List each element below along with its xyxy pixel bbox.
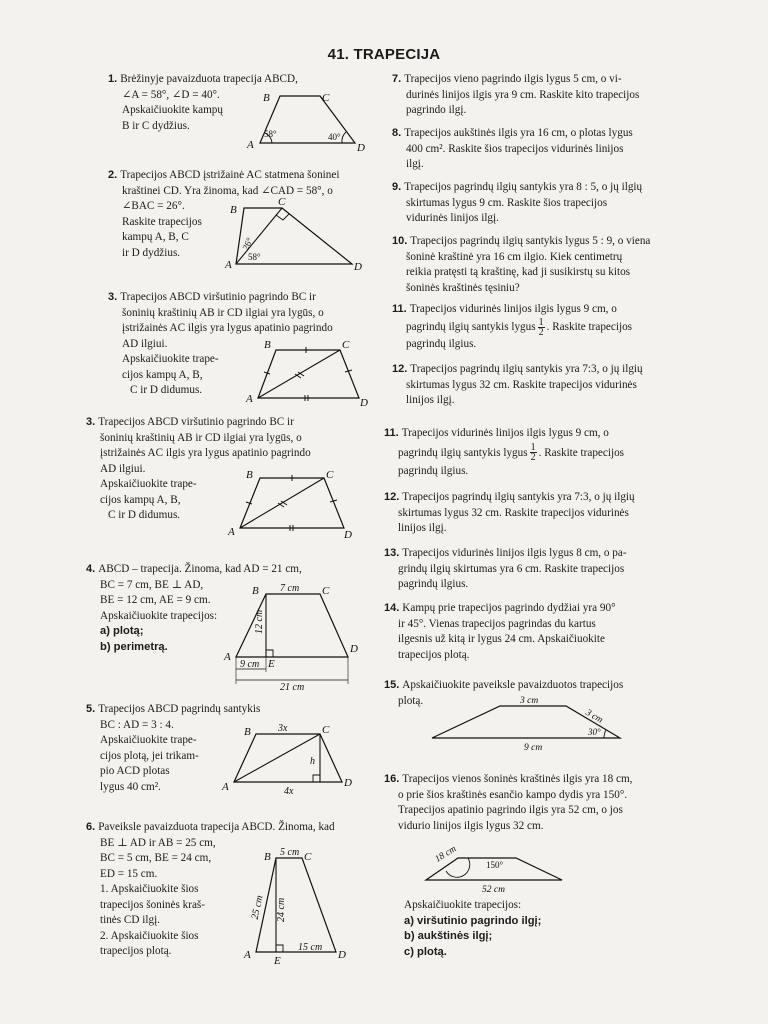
problem-text: ilgesnis už kitą ir lygus 24 cm. Apskaičiuokite xyxy=(398,633,605,645)
problem-text: BE = 12 cm, AE = 9 cm. xyxy=(100,594,211,606)
length-label: 5 cm xyxy=(280,847,300,858)
problem-text: Trapecijos pagrindų ilgių santykis yra 8 : 5, o jų ilgių xyxy=(404,181,643,193)
length-label: 3 cm xyxy=(520,696,539,706)
problem-10 xyxy=(392,234,692,296)
problem-text: Apskaičiuokite trape- xyxy=(100,734,197,746)
problem-text: 400 cm². Raskite šios trapecijos vidurinės linijos xyxy=(406,142,624,155)
problem-text: lygus 40 cm². xyxy=(100,780,161,793)
problem-number: 14. xyxy=(384,602,400,614)
problem-text: ir 45°. Vienas trapecijos pagrindas du kartus xyxy=(398,617,596,630)
vertex-label: E xyxy=(268,658,275,670)
problem-text: Trapecijos vidurinės linijos ilgis lygus 9 cm, o xyxy=(401,427,609,439)
angle-label: 26° xyxy=(240,235,255,252)
vertex-label: C xyxy=(342,339,350,351)
length-label: 9 cm xyxy=(240,659,260,670)
problem-12b xyxy=(384,490,694,537)
length-label: 24 cm xyxy=(276,897,287,922)
problem-text: Apskaičiuokite trapecijos: xyxy=(100,609,218,622)
trapezoid-figure-6 xyxy=(240,846,360,971)
problem-text: cijos kampų A, B, xyxy=(122,368,203,381)
fraction: $\frac{1}{2}$ xyxy=(538,316,544,338)
problem-text: ∠A = 58°, ∠D = 40°. xyxy=(122,88,220,101)
problem-text: tinės CD ilgį. xyxy=(100,914,160,926)
problem-text: įstrižainės AC ilgis yra lygus apatinio pagrindo xyxy=(100,447,311,459)
vertex-label: B xyxy=(264,851,271,863)
problem-text: 1. Apskaičiuokite šios xyxy=(100,883,199,895)
problem-number: 5. xyxy=(86,703,96,715)
fraction: $\frac{1}{2}$ xyxy=(530,442,536,464)
problem-text: C ir D didumus. xyxy=(130,384,203,396)
problem-text: o prie šios kraštinės esančio kampo dydis yra 150°. xyxy=(398,788,628,801)
problem-text: šoninių kraštinių AB ir CD ilgiai yra lygūs, o xyxy=(122,306,324,319)
length-label: 12 cm xyxy=(254,609,265,634)
problem-number: 12. xyxy=(384,491,400,503)
vertex-label: B xyxy=(244,726,251,738)
vertex-label: C xyxy=(322,724,330,736)
trapezoid-figure-2 xyxy=(222,198,372,276)
length-label: 4x xyxy=(284,786,294,797)
problem-text: BE ⊥ AD ir AB = 25 cm, xyxy=(100,836,216,849)
problem-text: Trapecijos ABCD įstrižainė AC statmena šoninei xyxy=(120,169,340,181)
vertex-label: D xyxy=(338,949,346,961)
problem-text: Paveiksle pavaizduota trapecija ABCD. Žinoma, kad xyxy=(98,821,335,833)
problem-number: 2. xyxy=(108,169,118,181)
problem-text: vidurinės linijos ilgį. xyxy=(406,212,499,224)
problem-text: plotą. xyxy=(398,694,424,707)
trapezoid-figure-3a xyxy=(246,340,374,412)
problem-text: šoninės kraštinės tęsiniu? xyxy=(406,281,520,294)
problem-text: Trapecijos vidurinės linijos ilgis lygus 8 cm, o pa- xyxy=(402,547,627,559)
problem-text: Brėžinyje pavaizduota trapecija ABCD, xyxy=(120,73,298,85)
trapezoid-figure-4 xyxy=(222,582,372,692)
problem-text: Apskaičiuokite paveiksle pavaizduotos trapecijos xyxy=(402,679,624,691)
problem-text: Trapecijos apatinio pagrindo ilgis yra 52 cm, o jos xyxy=(398,804,623,816)
vertex-label: D xyxy=(354,261,362,273)
problem-text: cijos kampų A, B, xyxy=(100,493,181,506)
problem-text: C ir D didumus. xyxy=(108,509,181,521)
problem-11b xyxy=(384,426,694,479)
problem-text: linijos ilgį. xyxy=(398,522,447,534)
problem-text: Trapecijos ABCD pagrindų santykis xyxy=(98,703,261,715)
vertex-label: C xyxy=(304,851,312,863)
problem-text: ∠BAC = 26°. xyxy=(122,200,185,212)
problem-16 xyxy=(384,772,694,834)
problem-text: pagrindų ilgių santykis lygus xyxy=(398,446,528,459)
problem-text: Kampų prie trapecijos pagrindo dydžiai yra 90° xyxy=(402,602,616,614)
vertex-label: B xyxy=(230,204,237,216)
problem-number: 9. xyxy=(392,181,402,193)
problem-text: B ir C dydžius. xyxy=(122,119,190,132)
vertex-label: E xyxy=(274,955,281,967)
problem-text: kampų A, B, C xyxy=(122,231,189,243)
vertex-label: A xyxy=(225,259,232,271)
vertex-label: A xyxy=(247,139,254,151)
problem-text: b) perimetrą. xyxy=(100,640,168,653)
problem-text: Trapecijos pagrindų ilgių santykis yra 7:3, o jų ilgių xyxy=(402,491,635,503)
trapezoid-figure-16 xyxy=(416,840,576,900)
problem-text: Trapecijos aukštinės ilgis yra 16 cm, o plotas lygus xyxy=(404,127,633,139)
vertex-label: D xyxy=(344,529,352,541)
problem-text: Trapecijos ABCD viršutinio pagrindo BC ir xyxy=(120,291,316,303)
problem-14 xyxy=(384,601,694,663)
problem-text: Trapecijos vidurinės linijos ilgis lygus 9 cm, o xyxy=(409,303,617,315)
problem-text: šoninių kraštinių AB ir CD ilgiai yra lygūs, o xyxy=(100,431,302,444)
problem-text: Apskaičiuokite kampų xyxy=(122,104,223,116)
vertex-label: A xyxy=(228,526,235,538)
problem-text: grindų ilgių skirtumas yra 6 cm. Raskite trapecijos xyxy=(398,562,625,575)
problem-number: 16. xyxy=(384,773,400,785)
problem-number: 3. xyxy=(108,291,118,303)
problem-number: 6. xyxy=(86,821,96,833)
vertex-label: C xyxy=(322,585,330,597)
problem-text: trapecijos šoninės kraš- xyxy=(100,898,206,911)
problem-text: Trapecijos ABCD viršutinio pagrindo BC ir xyxy=(98,416,294,428)
problem-text: ABCD – trapecija. Žinoma, kad AD = 21 cm, xyxy=(98,563,302,575)
problem-number: 3. xyxy=(86,416,96,428)
problem-13 xyxy=(384,546,694,593)
length-label: 15 cm xyxy=(298,942,323,953)
problem-text: BC = 5 cm, BE = 24 cm, xyxy=(100,852,212,864)
problem-text: įstrižainės AC ilgis yra lygus apatinio pagrindo xyxy=(122,322,333,334)
problem-text: kraštinei CD. Yra žinoma, kad ∠CAD = 58°, o xyxy=(122,184,333,197)
problem-text: trapecijos plotą. xyxy=(100,945,172,957)
angle-label: 150° xyxy=(486,860,504,870)
angle-label: 58° xyxy=(264,129,277,139)
length-label: 3 cm xyxy=(583,707,605,726)
problem-text: Trapecijos pagrindų ilgių santykis yra 7:3, o jų ilgių xyxy=(410,363,643,375)
problem-text: Apskaičiuokite trapecijos: xyxy=(404,899,522,911)
problem-number: 12. xyxy=(392,363,408,375)
problem-text: BC = 7 cm, BE ⊥ AD, xyxy=(100,578,204,591)
problem-8 xyxy=(392,126,692,173)
trapezoid-figure-15 xyxy=(424,694,644,754)
problem-text: AD ilgiui. xyxy=(100,462,146,475)
problem-12a xyxy=(392,362,692,409)
problem-text: . Raskite trapecijos xyxy=(538,446,625,459)
problem-number: 11. xyxy=(392,303,407,315)
problem-text: skirtumas lygus 32 cm. Raskite trapecijos vidurinės xyxy=(406,378,637,391)
vertex-label: D xyxy=(360,397,368,409)
problem-text: a) plotą; xyxy=(100,625,144,637)
problem-text: BC : AD = 3 : 4. xyxy=(100,718,174,731)
problem-text: skirtumas lygus 32 cm. Raskite trapecijos vidurinės xyxy=(398,506,629,519)
vertex-label: B xyxy=(263,92,270,104)
problem-text: AD ilgiui. xyxy=(122,337,168,350)
problem-9 xyxy=(392,180,692,227)
problem-text: pio ACD plotas xyxy=(100,765,170,777)
trapezoid-figure-1 xyxy=(240,88,370,158)
problem-text: ED = 15 cm. xyxy=(100,867,158,880)
length-label: 25 cm xyxy=(249,894,266,921)
length-label: 21 cm xyxy=(280,682,305,693)
problem-text: Trapecijos vienos šoninės kraštinės ilgis yra 18 cm, xyxy=(402,773,633,785)
vertex-label: A xyxy=(246,393,253,405)
problem-16-tasks xyxy=(404,898,694,960)
vertex-label: D xyxy=(357,142,365,154)
problem-text: c) plotą. xyxy=(404,945,447,958)
problem-text: reikia pratęsti tą kraštinę, kad ji susikirstų su kitos xyxy=(406,266,631,278)
vertex-label: A xyxy=(222,781,229,793)
problem-text: trapecijos plotą. xyxy=(398,648,470,661)
vertex-label: C xyxy=(326,469,334,481)
angle-label: 30° xyxy=(588,727,601,737)
vertex-label: A xyxy=(224,651,231,663)
problem-number: 7. xyxy=(392,73,402,85)
problem-text: pagrindų ilgius. xyxy=(398,578,469,590)
problem-text: cijos plotą, jei trikam- xyxy=(100,749,199,762)
vertex-label: C xyxy=(322,92,330,104)
length-label: 3x xyxy=(278,723,288,734)
problem-text: vidurio linijos ilgis lygus 32 cm. xyxy=(398,819,544,832)
problem-text: Raskite trapecijos xyxy=(122,215,202,228)
vertex-label: B xyxy=(252,585,259,597)
problem-number: 10. xyxy=(392,235,408,247)
problem-11a xyxy=(392,302,692,352)
problem-text: b) aukštinės ilgį; xyxy=(404,930,493,942)
problem-text: durinės linijos ilgis yra 9 cm. Raskite kito trapecijos xyxy=(406,88,640,101)
problem-text: Apskaičiuokite trape- xyxy=(100,478,197,490)
vertex-label: B xyxy=(246,469,253,481)
problem-number: 15. xyxy=(384,679,400,691)
problem-number: 4. xyxy=(86,563,96,575)
problem-text: . Raskite trapecijos xyxy=(546,320,633,333)
problem-text: 2. Apskaičiuokite šios xyxy=(100,929,199,942)
page-title: 41. TRAPECIJA xyxy=(327,46,441,63)
problem-text: Apskaičiuokite trape- xyxy=(122,353,219,365)
problem-text: skirtumas lygus 9 cm. Raskite šios trapecijos xyxy=(406,196,608,209)
problem-number: 8. xyxy=(392,127,402,139)
vertex-label: C xyxy=(278,196,286,208)
vertex-label: B xyxy=(264,339,271,351)
trapezoid-figure-3b xyxy=(226,468,356,540)
height-label: h xyxy=(310,756,315,767)
length-label: 52 cm xyxy=(482,885,505,895)
problem-text: a) viršutinio pagrindo ilgį; xyxy=(404,914,542,927)
angle-label: 40° xyxy=(328,132,341,142)
problem-number: 1. xyxy=(108,73,118,85)
problem-number: 13. xyxy=(384,547,400,559)
vertex-label: D xyxy=(344,777,352,789)
angle-label: 58° xyxy=(248,252,261,262)
problem-text: ir D dydžius. xyxy=(122,246,181,259)
trapezoid-figure-5 xyxy=(220,722,370,802)
vertex-label: A xyxy=(244,949,251,961)
vertex-label: D xyxy=(350,643,358,655)
problem-7 xyxy=(392,72,692,119)
length-label: 9 cm xyxy=(524,743,543,753)
length-label: 7 cm xyxy=(280,583,300,594)
problem-text: Trapecijos pagrindų ilgių santykis lygus 5 : 9, o viena xyxy=(410,235,651,247)
problem-text: pagrindo ilgį. xyxy=(406,104,467,116)
problem-text: Trapecijos vieno pagrindo ilgis lygus 5 cm, o vi- xyxy=(404,73,622,85)
problem-text: pagrindų ilgius. xyxy=(398,464,469,477)
length-label: 18 cm xyxy=(433,844,459,865)
problem-text: pagrindų ilgius. xyxy=(406,337,477,350)
problem-number: 11. xyxy=(384,427,399,439)
problem-text: šoninė kraštinė yra 16 cm ilgio. Kiek centimetrų xyxy=(406,250,623,263)
problem-text: ilgį. xyxy=(406,158,424,170)
problem-text: linijos ilgį. xyxy=(406,394,455,406)
problem-text: pagrindų ilgių santykis lygus xyxy=(406,320,536,333)
